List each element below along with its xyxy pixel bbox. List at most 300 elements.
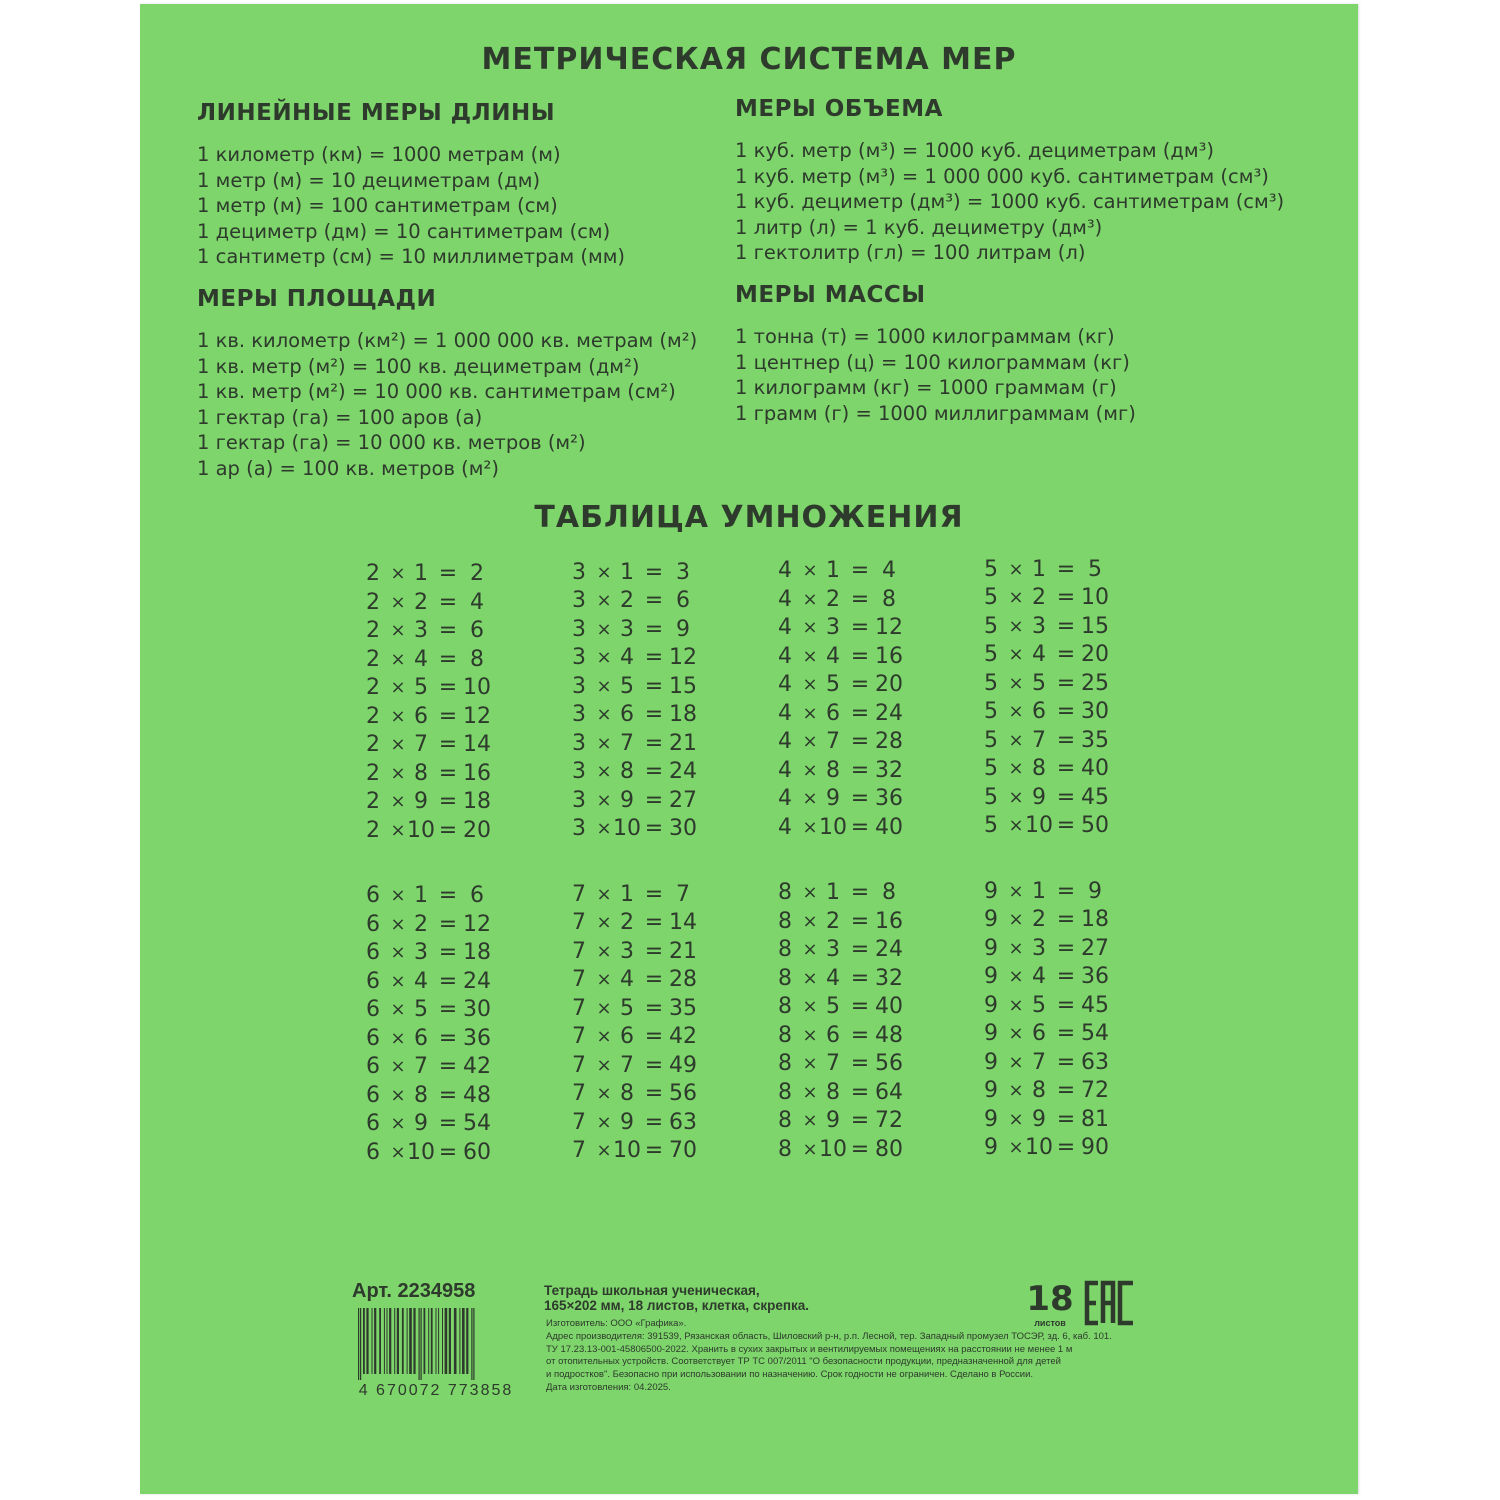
factor-a: 6 — [366, 1054, 380, 1079]
conversion-line: 1 кв. метр (м²) = 100 кв. дециметрам (дм²) — [197, 354, 640, 378]
times-sign: × — [1008, 644, 1024, 665]
factor-a: 8 — [778, 908, 792, 934]
barcode-bar — [363, 1308, 365, 1374]
product: 27 — [1081, 935, 1109, 961]
factor-b: 2 — [620, 588, 634, 613]
equals-sign: = — [1056, 556, 1076, 582]
factor-a: 3 — [572, 588, 586, 613]
factor-b: 4 — [826, 965, 840, 991]
multiplication-row — [568, 966, 708, 995]
product: 9 — [1088, 878, 1102, 904]
factor-b: 2 — [620, 910, 634, 935]
barcode-bar — [374, 1308, 376, 1374]
equals-sign: = — [644, 1081, 664, 1106]
multiplication-row — [362, 731, 502, 760]
factor-a: 5 — [984, 756, 998, 781]
factor-a: 3 — [572, 816, 586, 841]
factor-b: 7 — [1032, 1049, 1046, 1075]
section-lines — [735, 138, 1284, 266]
product: 6 — [470, 618, 484, 643]
product: 25 — [1081, 670, 1109, 696]
barcode-bar — [407, 1308, 408, 1374]
multiplication-row — [568, 616, 708, 645]
product: 18 — [463, 789, 491, 814]
equals-sign: = — [850, 994, 870, 1019]
times-sign: × — [596, 818, 612, 839]
factor-a: 7 — [572, 1052, 586, 1078]
equals-sign: = — [850, 643, 870, 669]
factor-b: 9 — [826, 1108, 840, 1133]
factor-a: 3 — [572, 787, 586, 813]
factor-a: 8 — [778, 880, 792, 905]
product: 28 — [669, 967, 697, 992]
equals-sign: = — [1056, 699, 1076, 724]
barcode-bar — [394, 1308, 395, 1374]
multiplication-row — [362, 1110, 502, 1139]
product: 45 — [1081, 784, 1109, 810]
factor-b: 6 — [414, 703, 428, 729]
times-sign: × — [1008, 1137, 1024, 1158]
multiplication-row — [362, 760, 502, 789]
factor-a: 5 — [984, 699, 998, 724]
conversion-line: 1 куб. метр (м³) = 1 000 000 куб. сантиметрам (см³) — [735, 164, 1269, 188]
barcode-bar — [372, 1308, 373, 1374]
factor-a: 2 — [366, 789, 380, 814]
factor-a: 3 — [572, 759, 586, 784]
multiplication-row — [774, 908, 914, 937]
product: 30 — [669, 816, 697, 841]
factor-b: 7 — [1032, 727, 1046, 753]
equals-sign: = — [850, 586, 870, 612]
product: 6 — [470, 883, 484, 908]
multiplication-row — [774, 965, 914, 994]
factor-b: 2 — [826, 908, 840, 934]
factor-a: 4 — [778, 700, 792, 726]
factor-b: 9 — [620, 787, 634, 813]
length-measures-section — [197, 100, 625, 270]
times-sign: × — [1008, 1108, 1024, 1130]
multiplication-row — [568, 559, 708, 588]
equals-sign: = — [850, 1079, 870, 1105]
factor-a: 9 — [984, 878, 998, 904]
multiplication-row — [568, 1080, 708, 1109]
product: 35 — [669, 995, 697, 1021]
equals-sign: = — [438, 760, 458, 786]
multiplication-row — [362, 1082, 502, 1111]
equals-sign: = — [644, 559, 664, 585]
product: 70 — [669, 1138, 697, 1163]
factor-a: 6 — [366, 911, 380, 937]
multiplication-row — [568, 938, 708, 967]
times-sign: × — [596, 704, 612, 725]
multiplication-row — [362, 911, 502, 940]
product: 40 — [875, 814, 903, 840]
factor-b: 8 — [620, 1081, 634, 1106]
factor-a: 7 — [572, 938, 586, 964]
equals-sign: = — [438, 1082, 458, 1108]
conversion-line: 1 ар (а) = 100 кв. метров (м²) — [197, 456, 499, 480]
factor-a: 5 — [984, 585, 998, 610]
equals-sign: = — [850, 700, 870, 726]
factor-a: 6 — [366, 968, 380, 994]
product: 48 — [875, 1022, 903, 1048]
factor-b: 1 — [414, 561, 428, 586]
product-description — [544, 1283, 809, 1313]
equals-sign: = — [1056, 935, 1076, 961]
product: 30 — [463, 997, 491, 1022]
product: 63 — [669, 1109, 697, 1135]
equals-sign: = — [850, 615, 870, 640]
product: 72 — [1081, 1078, 1109, 1103]
article-number: Арт. 2234958 — [352, 1280, 476, 1302]
factor-b: 2 — [1032, 585, 1046, 610]
sheet-count-badge — [1024, 1280, 1076, 1328]
multiplication-row — [568, 995, 708, 1024]
info-line: Изготовитель: ООО «Графика». — [546, 1318, 687, 1329]
multiplication-column-2 — [362, 560, 502, 845]
equals-sign: = — [644, 967, 664, 992]
factor-b: 1 — [1032, 878, 1046, 904]
times-sign: × — [802, 1110, 818, 1131]
equals-sign: = — [850, 1051, 870, 1076]
equals-sign: = — [1056, 642, 1076, 667]
multiplication-row — [980, 906, 1120, 935]
factor-b: 2 — [1032, 907, 1046, 932]
factor-b: 10 — [613, 1138, 641, 1163]
equals-sign: = — [1056, 878, 1076, 904]
product: 42 — [463, 1054, 491, 1079]
times-sign: × — [390, 591, 406, 613]
equals-sign: = — [438, 675, 458, 700]
product: 18 — [669, 702, 697, 727]
product: 80 — [875, 1136, 903, 1162]
times-sign: × — [802, 759, 818, 781]
factor-a: 4 — [778, 757, 792, 783]
equals-sign: = — [850, 1136, 870, 1162]
factor-b: 5 — [414, 997, 428, 1022]
product: 7 — [676, 881, 690, 907]
conversion-line: 1 литр (л) = 1 куб. дециметру (дм³) — [735, 215, 1103, 239]
factor-b: 5 — [620, 995, 634, 1021]
product: 36 — [875, 786, 903, 811]
manufacturer-info — [546, 1318, 1146, 1395]
times-sign: × — [596, 618, 612, 640]
barcode-bar — [409, 1308, 412, 1374]
info-line: и подростков". Безопасно при использовании по назначению. Срок годности не ограничен. Сделано в России. — [546, 1369, 1034, 1381]
equals-sign: = — [644, 938, 664, 964]
product: 63 — [1081, 1049, 1109, 1075]
multiplication-row — [362, 589, 502, 618]
factor-a: 5 — [984, 613, 998, 639]
multiplication-row — [568, 1137, 708, 1166]
product: 14 — [669, 910, 697, 935]
product: 20 — [463, 817, 491, 843]
multiplication-row — [980, 1049, 1120, 1078]
factor-b: 9 — [414, 1111, 428, 1136]
factor-a: 2 — [366, 732, 380, 757]
product: 64 — [875, 1079, 903, 1105]
factor-a: 3 — [572, 559, 586, 585]
factor-b: 9 — [1032, 784, 1046, 810]
times-sign: × — [390, 677, 406, 698]
times-sign: × — [1008, 1051, 1024, 1073]
equals-sign: = — [1056, 1135, 1076, 1160]
barcode-bar — [459, 1308, 460, 1374]
volume-measures-section — [735, 96, 1284, 266]
conversion-line: 1 сантиметр (см) = 10 миллиметрам (мм) — [197, 245, 626, 268]
barcode-bar — [428, 1308, 429, 1374]
factor-a: 8 — [778, 965, 792, 991]
factor-b: 5 — [1032, 992, 1046, 1018]
product: 10 — [1081, 585, 1109, 610]
times-sign: × — [802, 882, 818, 903]
factor-a: 9 — [984, 907, 998, 932]
multiplication-row — [980, 1020, 1120, 1049]
product: 18 — [1081, 907, 1109, 932]
product: 20 — [875, 672, 903, 697]
times-sign: × — [390, 1027, 406, 1049]
multiplication-row — [362, 788, 502, 817]
times-sign: × — [802, 645, 818, 667]
times-sign: × — [1008, 966, 1024, 987]
times-sign: × — [1008, 880, 1024, 902]
times-sign: × — [1008, 615, 1024, 637]
product: 54 — [463, 1111, 491, 1136]
equals-sign: = — [850, 672, 870, 697]
factor-b: 10 — [407, 817, 435, 843]
product: 36 — [1081, 964, 1109, 989]
times-sign: × — [802, 910, 818, 932]
factor-b: 4 — [620, 967, 634, 992]
product: 56 — [669, 1081, 697, 1106]
times-sign: × — [596, 789, 612, 811]
factor-b: 8 — [414, 1082, 428, 1108]
times-sign: × — [802, 674, 818, 695]
multiplication-row — [774, 557, 914, 586]
area-measures-section — [197, 286, 697, 481]
product: 35 — [1081, 727, 1109, 753]
equals-sign: = — [438, 968, 458, 994]
product: 10 — [463, 675, 491, 700]
factor-b: 1 — [1032, 556, 1046, 582]
product: 8 — [470, 646, 484, 672]
multiplication-column-8 — [774, 879, 914, 1164]
factor-a: 9 — [984, 935, 998, 961]
multiplication-row — [568, 758, 708, 787]
barcode-bar — [360, 1308, 361, 1380]
barcode-bar — [366, 1308, 368, 1374]
factor-b: 8 — [826, 757, 840, 783]
multiplication-row — [568, 909, 708, 938]
factor-b: 10 — [819, 814, 847, 840]
equals-sign: = — [644, 1138, 664, 1163]
multiplication-row — [774, 1022, 914, 1051]
factor-a: 9 — [984, 1135, 998, 1160]
factor-a: 8 — [778, 937, 792, 962]
equals-sign: = — [644, 816, 664, 841]
factor-b: 3 — [1032, 935, 1046, 961]
factor-a: 8 — [778, 1136, 792, 1162]
product: 12 — [669, 645, 697, 670]
factor-b: 5 — [826, 994, 840, 1019]
factor-a: 8 — [778, 1022, 792, 1048]
section-lines — [735, 324, 1136, 426]
factor-a: 8 — [778, 1051, 792, 1076]
barcode-number: 4 670072 773858 — [358, 1382, 514, 1399]
factor-b: 8 — [620, 759, 634, 784]
equals-sign: = — [644, 881, 664, 907]
barcode-bar — [438, 1308, 439, 1374]
equals-sign: = — [1056, 670, 1076, 696]
equals-sign: = — [438, 940, 458, 965]
product: 48 — [463, 1082, 491, 1108]
equals-sign: = — [850, 1022, 870, 1048]
factor-a: 7 — [572, 1138, 586, 1163]
equals-sign: = — [644, 787, 664, 813]
factor-a: 6 — [366, 1139, 380, 1165]
mass-measures-section — [735, 282, 1136, 426]
factor-a: 5 — [984, 670, 998, 696]
multiplication-row — [568, 1109, 708, 1138]
equals-sign: = — [1056, 756, 1076, 781]
equals-sign: = — [644, 1052, 664, 1078]
factor-a: 5 — [984, 727, 998, 753]
product: 24 — [875, 937, 903, 962]
factor-b: 10 — [1025, 1135, 1053, 1160]
times-sign: × — [1008, 1080, 1024, 1101]
times-sign: × — [390, 1113, 406, 1134]
times-sign: × — [596, 997, 612, 1019]
barcode-bar — [431, 1308, 433, 1374]
section-title: МЕРЫ ОБЪЕМА — [735, 96, 943, 122]
multiplication-row — [774, 586, 914, 615]
equals-sign: = — [438, 883, 458, 908]
multiplication-row — [774, 1050, 914, 1079]
section-lines — [197, 328, 697, 481]
section-title: МЕРЫ ПЛОЩАДИ — [197, 286, 437, 312]
notebook-back-cover — [140, 4, 1358, 1494]
sheet-count: 18 — [1026, 1279, 1074, 1319]
product: 27 — [669, 787, 697, 813]
factor-b: 8 — [414, 760, 428, 786]
multiplication-row — [980, 1077, 1120, 1106]
factor-b: 3 — [620, 616, 634, 642]
multiplication-row — [980, 670, 1120, 699]
equals-sign: = — [644, 1024, 664, 1049]
multiplication-row — [774, 671, 914, 700]
equals-sign: = — [1056, 1078, 1076, 1103]
product: 45 — [1081, 992, 1109, 1018]
multiplication-row — [980, 935, 1120, 964]
times-sign: × — [596, 1140, 612, 1161]
times-sign: × — [390, 705, 406, 727]
factor-a: 4 — [778, 729, 792, 754]
multiplication-row — [980, 641, 1120, 670]
equals-sign: = — [1056, 992, 1076, 1018]
equals-sign: = — [1056, 1049, 1076, 1075]
conversion-line: 1 километр (км) = 1000 метрам (м) — [197, 143, 561, 166]
factor-b: 8 — [1032, 756, 1046, 781]
factor-a: 7 — [572, 1081, 586, 1106]
product: 16 — [875, 908, 903, 934]
multiplication-row — [568, 673, 708, 702]
equals-sign: = — [644, 1109, 664, 1135]
multiplication-row — [568, 1052, 708, 1081]
factor-a: 8 — [778, 1108, 792, 1133]
conversion-line: 1 куб. метр (м³) = 1000 куб. дециметрам (дм³) — [735, 139, 1214, 162]
factor-b: 8 — [826, 1079, 840, 1105]
product: 15 — [669, 673, 697, 699]
times-sign: × — [390, 885, 406, 906]
factor-a: 4 — [778, 814, 792, 840]
multiplication-column-6 — [362, 882, 502, 1167]
times-sign: × — [596, 675, 612, 697]
product: 54 — [1081, 1021, 1109, 1046]
times-sign: × — [1008, 937, 1024, 959]
product: 2 — [470, 561, 484, 586]
product: 42 — [669, 1024, 697, 1049]
multiplication-row — [362, 1025, 502, 1054]
equals-sign: = — [850, 908, 870, 934]
info-line: от отопительных устройств. Соответствует ТР ТС 007/2011 "О безопасности продукции, предназначенной для детей — [546, 1356, 1061, 1368]
times-sign: × — [596, 561, 612, 583]
times-sign: × — [1008, 587, 1024, 608]
factor-a: 8 — [778, 994, 792, 1019]
factor-b: 4 — [826, 643, 840, 669]
conversion-line: 1 грамм (г) = 1000 миллиграммам (мг) — [735, 401, 1136, 425]
barcode-bar — [462, 1308, 465, 1374]
multiplication-row — [980, 992, 1120, 1021]
multiplication-row — [362, 674, 502, 703]
factor-b: 2 — [826, 586, 840, 612]
factor-b: 5 — [826, 672, 840, 697]
factor-a: 4 — [778, 786, 792, 811]
factor-a: 9 — [984, 1078, 998, 1103]
factor-b: 7 — [620, 730, 634, 756]
barcode-bar — [358, 1308, 359, 1380]
times-sign: × — [390, 970, 406, 992]
equals-sign: = — [850, 965, 870, 991]
factor-a: 9 — [984, 1049, 998, 1075]
factor-b: 1 — [620, 881, 634, 907]
factor-a: 2 — [366, 618, 380, 643]
factor-a: 3 — [572, 673, 586, 699]
factor-a: 6 — [366, 1025, 380, 1051]
conversion-line: 1 дециметр (дм) = 10 сантиметрам (см) — [197, 219, 611, 243]
times-sign: × — [596, 1054, 612, 1076]
multiplication-row — [362, 882, 502, 911]
multiplication-row — [568, 730, 708, 759]
product: 28 — [875, 729, 903, 754]
times-sign: × — [802, 560, 818, 581]
multiplication-row — [568, 701, 708, 730]
times-sign: × — [1008, 758, 1024, 779]
product: 32 — [875, 757, 903, 783]
times-sign: × — [802, 731, 818, 752]
multiplication-row — [774, 1079, 914, 1108]
equals-sign: = — [850, 786, 870, 811]
multiplication-column-5 — [980, 556, 1120, 841]
conversion-line: 1 гектолитр (гл) = 100 литрам (л) — [735, 241, 1086, 264]
factor-b: 10 — [613, 816, 641, 841]
equals-sign: = — [1056, 1106, 1076, 1132]
factor-b: 7 — [414, 1054, 428, 1079]
factor-b: 9 — [1032, 1106, 1046, 1132]
factor-a: 2 — [366, 817, 380, 843]
times-sign: × — [1008, 729, 1024, 751]
equals-sign: = — [1056, 784, 1076, 810]
equals-sign: = — [644, 730, 664, 756]
